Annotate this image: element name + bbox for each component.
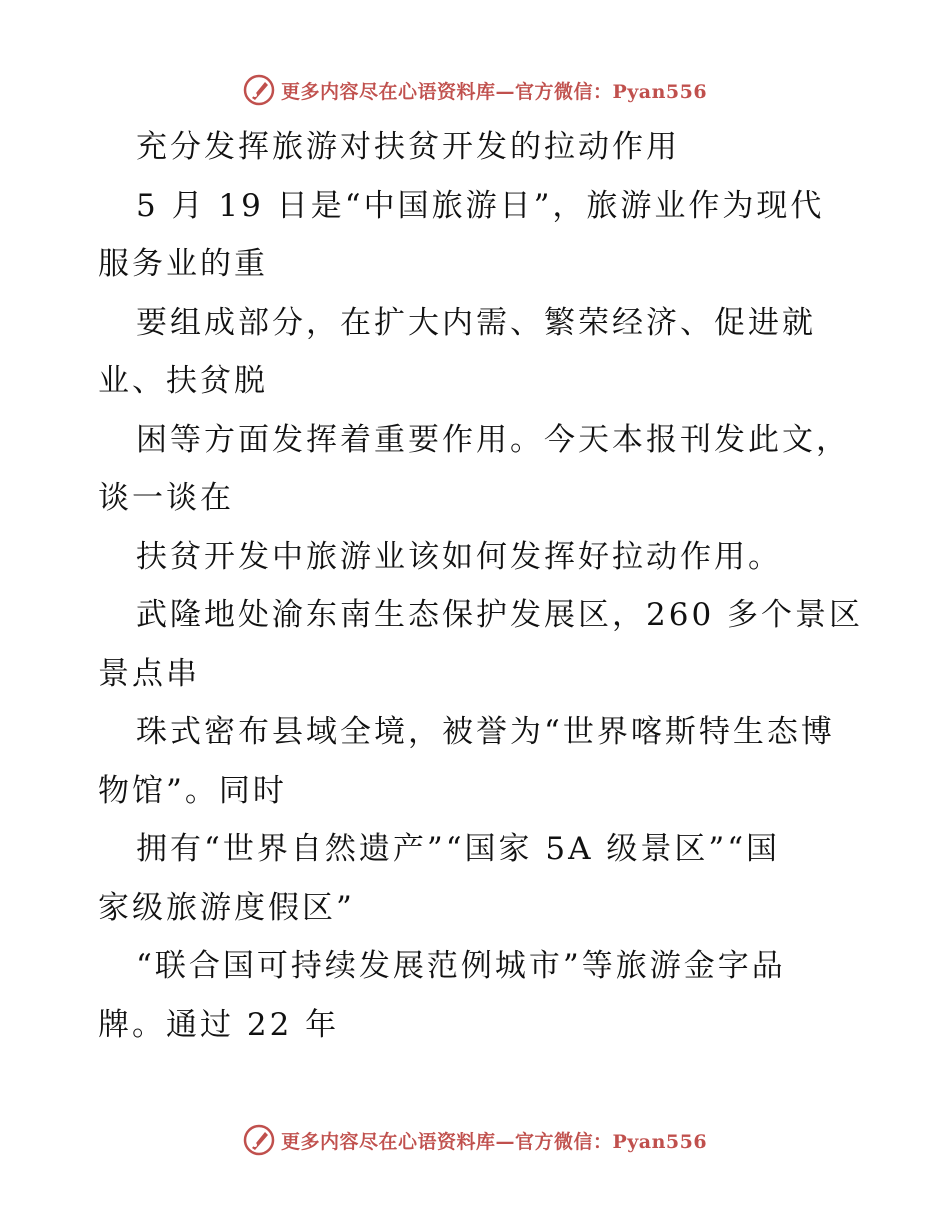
text-line: 充分发挥旅游对扶贫开发的拉动作用: [136, 129, 680, 165]
text-line: 谈一谈在: [98, 480, 234, 516]
text-line: 牌。通过 22 年: [98, 1006, 340, 1043]
text-line: 景点串: [98, 655, 200, 692]
text-line: 服务业的重: [98, 246, 268, 282]
header-banner: [0, 70, 950, 110]
text-line: 珠式密布县域全境，被誉为“世界喀斯特生态博: [136, 714, 835, 750]
footer-banner-text: 更多内容尽在心语资料库—官方微信：Pyan556: [280, 1130, 708, 1153]
text-line: 业、扶贫脱: [98, 363, 268, 399]
text-line: 家级旅游度假区”: [98, 889, 355, 926]
text-line: 拥有“世界自然遗产”“国家 5A 级景区”“国: [136, 831, 781, 867]
text-line: 武隆地处渝东南生态保护发展区，260 多个景区: [136, 597, 864, 633]
text-line: 扶贫开发中旅游业该如何发挥好拉动作用。: [136, 538, 782, 575]
footer-banner: [0, 1120, 950, 1160]
quill-logo-icon: [243, 1124, 275, 1156]
text-line: 5 月 19 日是“中国旅游日”，旅游业作为现代: [136, 187, 825, 224]
header-banner-text: 更多内容尽在心语资料库—官方微信：Pyan556: [280, 80, 708, 103]
text-line: “联合国可持续发展范例城市”等旅游金字品: [136, 948, 786, 984]
text-line: 要组成部分，在扩大内需、繁荣经济、促进就: [136, 304, 816, 341]
text-line: 物馆”。同时: [98, 772, 287, 809]
text-line: 困等方面发挥着重要作用。今天本报刊发此文，: [136, 421, 850, 458]
document-body: [98, 118, 864, 1054]
quill-logo-icon: [243, 74, 275, 106]
